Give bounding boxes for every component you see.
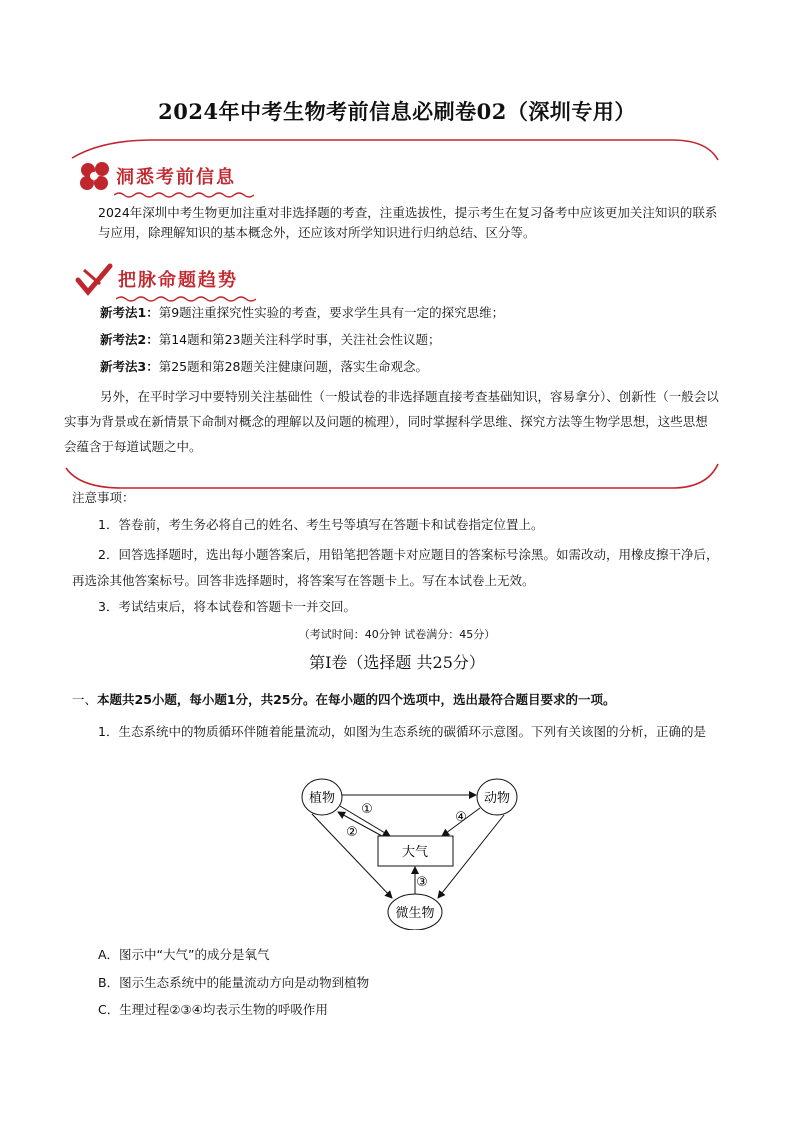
info-paragraph: 2024年深圳中考生物更加注重对非选择题的考查，注重选拔性，提示考生在复习备考中应该更加关注知识的联系与应用，除理解知识的基本概念外，还应该对所学知识进行归纳总结、区分等。: [98, 205, 718, 240]
node-animal: 动物: [483, 791, 511, 806]
wave-underline: [116, 295, 256, 303]
option-b: B．图示生态系统中的能量流动方向是动物到植物: [98, 975, 370, 990]
label-process-1: ①: [361, 802, 373, 817]
label-process-3: ③: [416, 875, 428, 890]
section-header-info-label: 洞悉考前信息: [116, 167, 236, 188]
option-a: A．图示中“大气”的成分是氧气: [98, 947, 270, 962]
question-1-stem: 1．生态系统中的物质循环伴随着能量流动，如图为生态系统的碳循环示意图。下列有关该图的分析，正确的是: [98, 724, 706, 739]
part1-title: 第Ⅰ卷（选择题 共25分）: [309, 653, 485, 672]
new-method-3: 新考法3：第25题和第28题关注健康问题，落实生命观念。: [100, 359, 429, 374]
trend-paragraph: 另外，在平时学习中要特别关注基础性（一般试卷的非选择题直接考查基础知识，容易拿分）、创新性（一般会以实事为背景或在新情景下命制对概念的理解以及问题的梳理），同时掌握科学思维、探究方法等生物学思想，这些思想会蕴含于每道试题之中。: [64, 389, 719, 454]
section-header-trend-label: 把脉命题趋势: [118, 270, 238, 291]
section-header-info: [78, 160, 236, 192]
option-c: C．生理过程②③④均表示生物的呼吸作用: [98, 1002, 328, 1017]
carbon-cycle-diagram: [290, 770, 530, 930]
page-title: 2024年中考生物考前信息必刷卷02（深圳专用）: [158, 99, 636, 124]
wave-underline: [114, 191, 254, 199]
node-air: 大气: [401, 845, 429, 860]
notice-item-3: 3．考试结束后，将本试卷和答题卡一并交回。: [98, 599, 356, 614]
new-method-2: 新考法2：第14题和第23题关注科学时事，关注社会性议题；: [100, 332, 441, 347]
label-process-4: ④: [455, 810, 467, 825]
notice-item-1: 1．答卷前，考生务必将自己的姓名、考生号等填写在答题卡和试卷指定位置上。: [98, 517, 544, 532]
flower-icon: [78, 160, 112, 192]
notice-item-2: 2．回答选择题时，选出每小题答案后，用铅笔把答题卡对应题目的答案标号涂黑。如需改动，用橡皮擦干净后，再选涂其他答案标号。回答非选择题时，将答案写在答题卡上。写在本试卷上无效。: [72, 547, 719, 588]
label-process-2: ②: [346, 825, 358, 840]
node-plant: 植物: [308, 791, 336, 806]
part1-instruction: 一、本题共25小题，每小题1分，共25分。在每小题的四个选项中，选出最符合题目要求的一项。: [72, 692, 616, 707]
section-header-trend: [74, 262, 238, 296]
new-method-1: 新考法1：第9题注重探究性实验的考查，要求学生具有一定的探究思维；: [100, 305, 505, 320]
node-microbe: 微生物: [395, 906, 435, 921]
checkmark-pen-icon: [74, 262, 114, 296]
exam-time: （考试时间：40分钟 试卷满分：45分）: [298, 628, 496, 641]
notice-heading: 注意事项：: [72, 490, 135, 505]
